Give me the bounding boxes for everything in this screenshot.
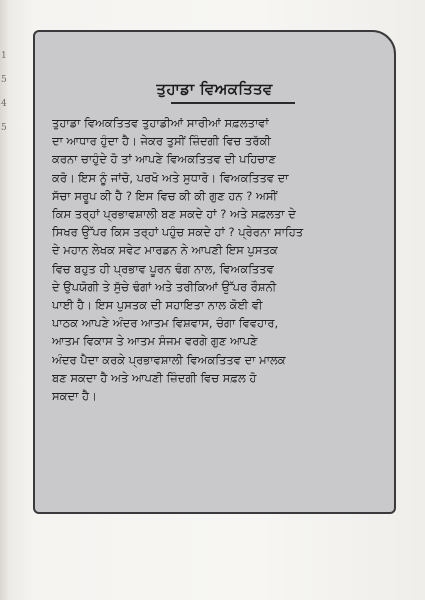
- margin-number: 1: [1, 51, 7, 61]
- page-title: ਤੁਹਾਡਾ ਵਿਅਕਤਿਤਵ: [156, 80, 273, 98]
- text-box: [33, 30, 396, 514]
- body-line: ਅੰਦਰ ਪੈਦਾ ਕਰਕੇ ਪ੍ਰਭਾਵਸ਼ਾਲੀ ਵਿਅਕਤਿਤਵ ਦਾ ਮਾਲਕ: [52, 352, 286, 367]
- body-line: ਸੱਚਾ ਸਰੂਪ ਕੀ ਹੈ ? ਇਸ ਵਿਚ ਕੀ ਕੀ ਗੁਣ ਹਨ ? ਅਸੀਂ: [52, 188, 278, 203]
- body-line: ਬਣ ਸਕਦਾ ਹੈ ਅਤੇ ਆਪਣੀ ਜ਼ਿੰਦਗੀ ਵਿਚ ਸਫ਼ਲ ਹੋ: [52, 370, 257, 385]
- body-line: ਵਿਚ ਬਹੁਤ ਹੀ ਪ੍ਰਭਾਵ ਪੂਰਨ ਢੰਗ ਨਾਲ, ਵਿਅਕਤਿਤਵ: [52, 261, 274, 276]
- body-line: ਸਿਖਰ ਉੱਪਰ ਕਿਸ ਤਰ੍ਹਾਂ ਪਹੁੰਚ ਸਕਦੇ ਹਾਂ ? ਪ੍ਰੇਰਨਾ ਸਾਹਿਤ: [52, 225, 304, 240]
- body-line: ਦੇ ਮਹਾਨ ਲੇਖਕ ਸਵੇਟ ਮਾਰਡਨ ਨੇ ਆਪਣੀ ਇਸ ਪੁਸਤਕ: [52, 243, 278, 258]
- body-line: ਦੇ ਉਪਯੋਗੀ ਤੇ ਸੁੱਚੇ ਢੰਗਾਂ ਅਤੇ ਤਰੀਕਿਆਂ ਉੱਪਰ ਰੌਸ਼ਨੀ: [52, 279, 277, 294]
- body-paragraph: [52, 114, 382, 405]
- margin-number: 5: [1, 123, 7, 133]
- margin-number: 4: [1, 99, 7, 109]
- body-line: ਕਿਸ ਤਰ੍ਹਾਂ ਪ੍ਰਭਾਵਸ਼ਾਲੀ ਬਣ ਸਕਦੇ ਹਾਂ ? ਅਤੇ ਸਫ਼ਲਤਾ ਦੇ: [52, 207, 296, 222]
- body-line: ਤੁਹਾਡਾ ਵਿਅਕਤਿਤਵ ਤੁਹਾਡੀਆਂ ਸਾਰੀਆਂ ਸਫ਼ਲਤਾਵਾਂ: [52, 116, 269, 130]
- body-line: ਸਕਦਾ ਹੈ।: [52, 389, 97, 404]
- body-line: ਆਤਮ ਵਿਕਾਸ ਤੇ ਆਤਮ ਸੰਜਮ ਵਰਗੇ ਗੁਣ ਆਪਣੇ: [52, 334, 258, 349]
- body-line: ਪਾਠਕ ਆਪਣੇ ਅੰਦਰ ਆਤਮ ਵਿਸ਼ਵਾਸ, ਚੰਗਾ ਵਿਵਹਾਰ,: [52, 316, 279, 331]
- title-underline: [171, 102, 295, 104]
- body-line: ਦਾ ਆਧਾਰ ਹੁੰਦਾ ਹੈ। ਜੇਕਰ ਤੁਸੀਂ ਜ਼ਿੰਦਗੀ ਵਿਚ ਤਰੱਕੀ: [52, 134, 271, 149]
- body-line: ਕਰੋ। ਇਸ ਨੂੰ ਜਾਂਚੋ, ਪਰਖੋ ਅਤੇ ਸੁਧਾਰੋ। ਵਿਅਕਤਿਤਵ ਦਾ: [52, 170, 289, 185]
- body-line: ਪਾਈ ਹੈ। ਇਸ ਪੁਸਤਕ ਦੀ ਸਹਾਇਤਾ ਨਾਲ ਕੋਈ ਵੀ: [52, 298, 263, 313]
- body-line: ਕਰਨਾ ਚਾਹੁੰਦੇ ਹੋ ਤਾਂ ਆਪਣੇ ਵਿਅਕਤਿਤਵ ਦੀ ਪਹਿਚਾਣ: [52, 152, 276, 167]
- margin-number: 5: [1, 75, 7, 85]
- margin-numbers: [1, 44, 11, 140]
